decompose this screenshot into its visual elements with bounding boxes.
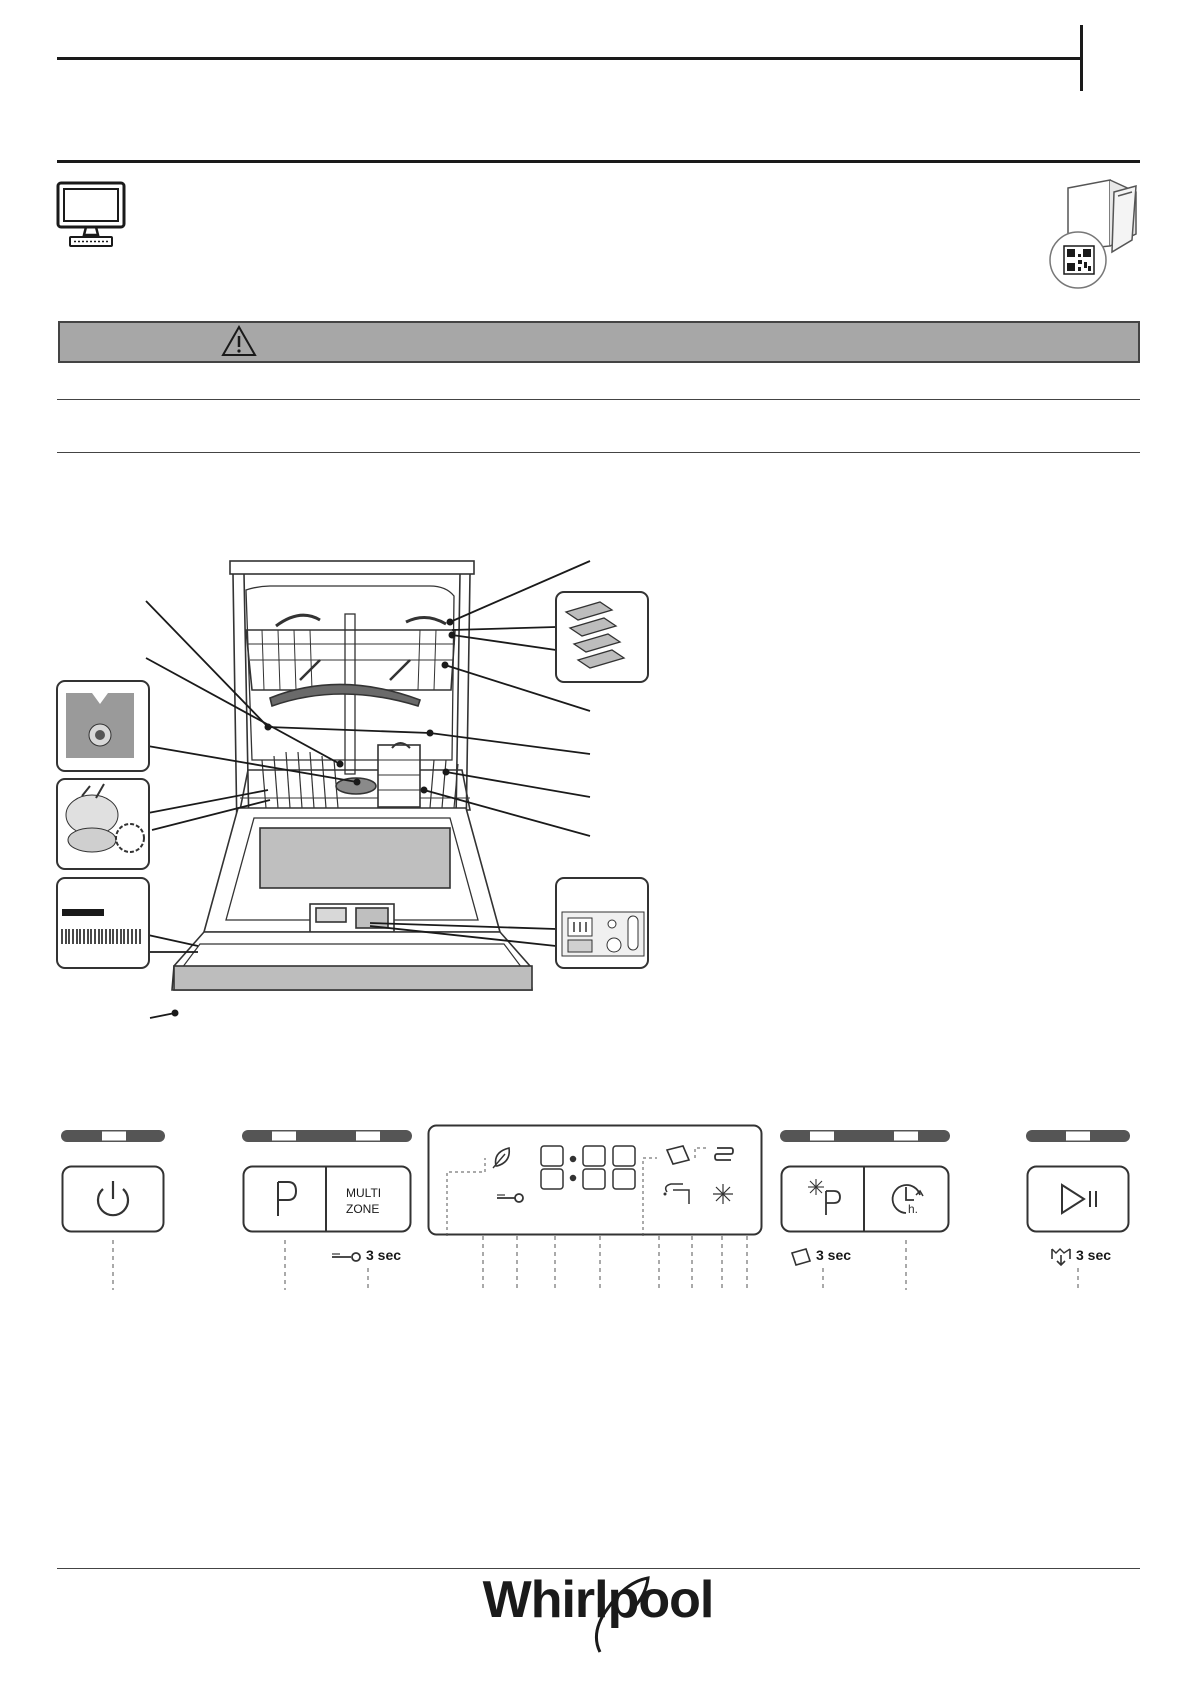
rule-1 [57, 399, 1140, 400]
delay-start-button[interactable] [865, 1167, 947, 1231]
button-indicator-start [1026, 1129, 1130, 1143]
top-rule-tick [1080, 25, 1083, 91]
whirlpool-logo: Whirlpool [482, 1571, 714, 1629]
button-indicator-special-delay [780, 1129, 950, 1143]
special-program-button[interactable] [782, 1167, 864, 1231]
key-lock-hint-label: 3 sec [366, 1247, 402, 1263]
dishwasher-illustration [0, 540, 700, 1040]
multizone-label-line1: MULTI [346, 1186, 382, 1200]
start-pause-button[interactable] [1026, 1165, 1130, 1233]
drain-hint-label: 3 sec [1076, 1247, 1112, 1263]
delay-unit: h. [908, 1202, 919, 1216]
button-indicator-power [61, 1129, 165, 1143]
program-multizone-button-group [242, 1165, 412, 1233]
multizone-label-line2: ZONE [346, 1202, 380, 1216]
warning-triangle-icon [221, 325, 257, 357]
monitor-icon [56, 181, 128, 249]
button-indicator-program-multizone [242, 1129, 412, 1143]
section-rule [57, 160, 1140, 163]
program-button[interactable] [244, 1167, 326, 1231]
footer-rule [57, 1568, 1140, 1569]
rule-2 [57, 452, 1140, 453]
top-rule [57, 57, 1083, 60]
power-button[interactable] [61, 1165, 165, 1233]
special-delay-button-group [780, 1165, 950, 1233]
qr-code-icon [1040, 178, 1144, 290]
whirlpool-logo-swirl [586, 1572, 656, 1662]
control-callout-lines [0, 1236, 1191, 1292]
display-panel [427, 1124, 763, 1236]
tablet-hint-label: 3 sec [816, 1247, 852, 1263]
rinse-aid-icon [713, 1184, 733, 1204]
multizone-button[interactable] [327, 1167, 409, 1231]
